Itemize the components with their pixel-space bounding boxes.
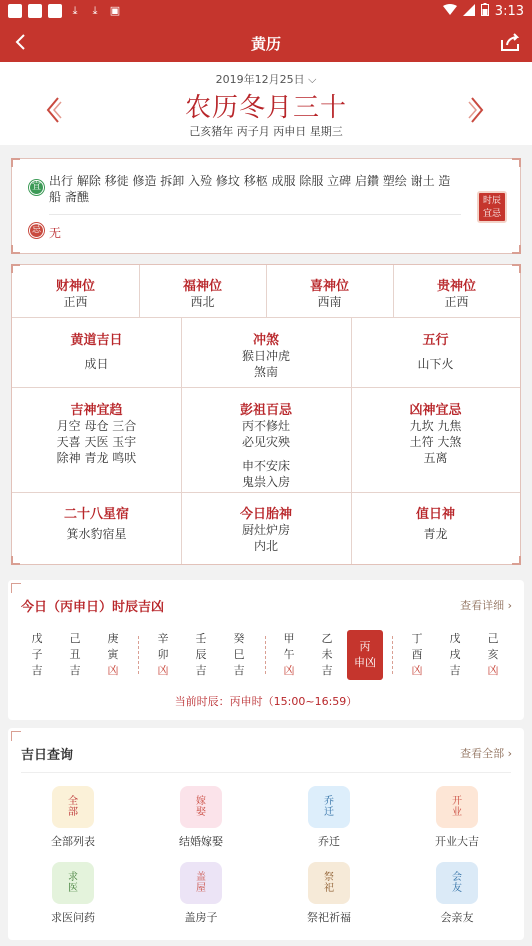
jiri-label: 结婚嫁娶	[179, 835, 223, 848]
jiri-category-icon	[308, 786, 350, 828]
divider	[21, 772, 511, 773]
chevron-right-icon: ›	[504, 599, 512, 612]
shichen-branch: 子	[31, 648, 43, 661]
caishen-direction: 财神位 正西	[55, 279, 95, 309]
divider	[265, 636, 266, 674]
almanac-grid	[11, 264, 521, 565]
corner-ornament	[512, 158, 521, 167]
shichen-title: 今日（丙申日）时辰吉凶	[21, 600, 165, 615]
shichen-branch: 巳	[233, 648, 245, 661]
download-icon: ⤓	[72, 4, 78, 17]
solar-date-selector[interactable]	[0, 71, 532, 87]
shichen-card	[8, 580, 524, 720]
jiri-more-link[interactable]: 查看全部 ›	[460, 747, 512, 760]
shichen-branch: 戌	[449, 648, 461, 661]
yi-icon: 宜	[29, 180, 44, 195]
wuxing-cell: 五行 山下火	[417, 333, 454, 371]
taishen-cell: 今日胎神 厨灶炉房 内北	[239, 507, 292, 553]
jiri-item[interactable]	[412, 862, 502, 925]
shichen-item[interactable]	[347, 630, 383, 680]
jiri-category-icon	[52, 786, 94, 828]
previous-day-button[interactable]	[44, 96, 64, 124]
shichen-branch: 寅	[107, 648, 119, 661]
jiri-category-icon	[180, 862, 222, 904]
shichen-luck: 凶	[107, 664, 119, 677]
notification-icons	[8, 4, 122, 18]
shichen-luck: 吉	[233, 664, 245, 677]
corner-ornament	[512, 264, 521, 273]
jiri-category-icon	[436, 786, 478, 828]
shichen-item[interactable]	[402, 631, 432, 679]
shichen-branch: 未	[321, 648, 333, 661]
jiri-icon-text: 全部	[68, 796, 78, 818]
jiri-icon-text: 盖屋	[196, 872, 206, 894]
shichen-stem: 丙	[359, 640, 371, 653]
xishen-direction: 喜神位 西南	[309, 279, 349, 309]
shichen-stem: 己	[69, 632, 81, 645]
signal-icon	[463, 4, 475, 20]
shichen-yiji-button[interactable]: 时辰宜忌	[477, 191, 507, 223]
download-icon: ⤓	[92, 4, 98, 17]
wifi-icon	[443, 4, 457, 20]
shichen-item[interactable]	[22, 631, 52, 679]
zhishen-cell: 值日神 青龙	[415, 507, 455, 541]
next-arrow-icon	[466, 96, 486, 124]
status-bar	[0, 0, 532, 24]
jiri-item[interactable]	[28, 862, 118, 925]
jiri-label: 求医问药	[51, 911, 95, 924]
clock-time: 3:13	[494, 4, 524, 19]
shichen-luck: 吉	[449, 664, 461, 677]
chevron-right-icon: ›	[504, 747, 512, 760]
shichen-luck: 凶	[283, 664, 295, 677]
jiri-item[interactable]	[284, 862, 374, 925]
corner-ornament	[11, 264, 20, 273]
shichen-branch: 丑	[69, 648, 81, 661]
ganzhi-date: 己亥猪年 丙子月 丙申日 星期三	[189, 125, 343, 138]
yi-activities: 出行 解除 移徙 修造 拆卸 入殓 修坟 移柩 成服 除服 立碑 启鑽 塑绘 谢土 造船 斋醮	[49, 174, 451, 204]
page-title: 黄历	[250, 35, 281, 53]
divider	[49, 214, 461, 215]
jiri-label: 开业大吉	[435, 835, 479, 848]
shichen-luck: 吉	[69, 664, 81, 677]
jiri-label: 祭祀祈福	[307, 911, 351, 924]
jiri-label: 盖房子	[184, 911, 218, 924]
current-shichen: 当前时辰：丙申时（15:00~16:59）	[174, 695, 358, 708]
jiri-title: 吉日查询	[21, 748, 74, 763]
divider	[392, 636, 393, 674]
shichen-stem: 辛	[157, 632, 169, 645]
jiri-card	[8, 728, 524, 940]
shichen-item[interactable]	[312, 631, 342, 679]
corner-ornament	[11, 245, 20, 254]
shichen-more-link[interactable]: 查看详细 ›	[460, 599, 512, 612]
shichen-luck: 凶	[487, 664, 499, 677]
shichen-stem: 戊	[449, 632, 461, 645]
yi-ji-panel	[11, 158, 521, 254]
jiri-label: 乔迁	[318, 835, 340, 848]
divider	[12, 317, 520, 318]
share-button[interactable]	[498, 30, 522, 54]
prev-arrow-icon	[44, 96, 64, 124]
shichen-branch: 亥	[487, 648, 499, 661]
jiri-label: 全部列表	[51, 835, 95, 848]
divider	[12, 492, 520, 493]
jiri-icon-text: 嫁娶	[196, 796, 206, 818]
shichen-item[interactable]	[186, 631, 216, 679]
notification-icon	[8, 4, 22, 18]
shichen-stem: 戊	[31, 632, 43, 645]
fushen-direction: 福神位 西北	[182, 279, 222, 309]
pengzu-cell: 彭祖百忌 丙不修灶 必见灾殃 申不安床 鬼祟入房	[239, 403, 292, 489]
corner-ornament	[11, 731, 21, 741]
jiri-item[interactable]	[28, 786, 118, 849]
jiri-icon-text: 开业	[452, 796, 462, 818]
image-icon: ▣	[109, 4, 121, 17]
ji-activities: 无	[49, 226, 62, 240]
shichen-item[interactable]	[98, 631, 128, 679]
shichen-item[interactable]	[60, 631, 90, 679]
app-bar	[0, 24, 532, 62]
shichen-branch: 卯	[157, 648, 169, 661]
next-day-button[interactable]	[466, 96, 486, 124]
shichen-luck: 凶	[411, 664, 423, 677]
corner-ornament	[512, 245, 521, 254]
shichen-item[interactable]	[224, 631, 254, 679]
jiri-item[interactable]	[284, 786, 374, 849]
jiri-icon-text: 祭祀	[324, 872, 334, 894]
corner-ornament	[11, 583, 21, 593]
jiri-category-icon	[308, 862, 350, 904]
shichen-luck: 凶	[157, 664, 169, 677]
jiri-category-icon	[52, 862, 94, 904]
date-header	[0, 62, 532, 145]
shichen-item[interactable]	[440, 631, 470, 679]
solar-date: 2019年12月25日	[215, 73, 305, 86]
jiri-item[interactable]	[156, 862, 246, 925]
shichen-luck: 吉	[31, 664, 43, 677]
divider	[138, 636, 139, 674]
xiuxing-cell: 二十八星宿 箕水豹宿星	[63, 507, 129, 541]
shichen-stem: 甲	[283, 632, 295, 645]
battery-icon	[481, 3, 489, 20]
notification-icon	[48, 4, 62, 18]
share-icon	[498, 30, 522, 54]
corner-ornament	[11, 158, 20, 167]
shichen-stem: 壬	[195, 632, 207, 645]
jiri-icon-text: 求医	[68, 872, 78, 894]
xiongshen-cell: 凶神宜忌 九坎 九焦 土符 大煞 五离	[409, 403, 462, 465]
shichen-luck: 吉	[321, 664, 333, 677]
shichen-stem: 癸	[233, 632, 245, 645]
shichen-stem: 己	[487, 632, 499, 645]
divider	[12, 387, 520, 388]
lunar-date: 农历冬月三十	[184, 93, 347, 123]
jiri-icon-text: 会友	[452, 872, 462, 894]
jiri-category-icon	[180, 786, 222, 828]
chongsha-cell: 冲煞 猴日冲虎 煞南	[241, 333, 290, 379]
ji-icon: 忌	[29, 223, 44, 238]
guishen-direction: 贵神位 正西	[436, 279, 476, 309]
shichen-item[interactable]	[148, 631, 178, 679]
chevron-down-icon: ⌵	[308, 73, 317, 86]
corner-ornament	[11, 556, 20, 565]
shichen-branch: 午	[283, 648, 295, 661]
corner-ornament	[512, 556, 521, 565]
shichen-stem: 庚	[107, 632, 119, 645]
shichen-branch: 辰	[195, 648, 207, 661]
huangdao-cell: 黄道吉日 成日	[70, 333, 123, 371]
jiri-item[interactable]	[412, 786, 502, 849]
shichen-item[interactable]	[478, 631, 508, 679]
shichen-branch: 酉	[411, 648, 423, 661]
jishen-cell: 吉神宜趋 月空 母仓 三合 天喜 天医 玉宇 除神 青龙 鸣吠	[56, 403, 137, 465]
jiri-icon-text: 乔迁	[324, 796, 334, 818]
jiri-item[interactable]	[156, 786, 246, 849]
shichen-luck: 吉	[195, 664, 207, 677]
shichen-stem: 乙	[321, 632, 333, 645]
jiri-category-icon	[436, 862, 478, 904]
notification-icon	[28, 4, 42, 18]
jiri-label: 会亲友	[440, 911, 474, 924]
shichen-branch: 申凶	[354, 656, 376, 669]
shichen-stem: 丁	[411, 632, 423, 645]
shichen-item[interactable]	[274, 631, 304, 679]
